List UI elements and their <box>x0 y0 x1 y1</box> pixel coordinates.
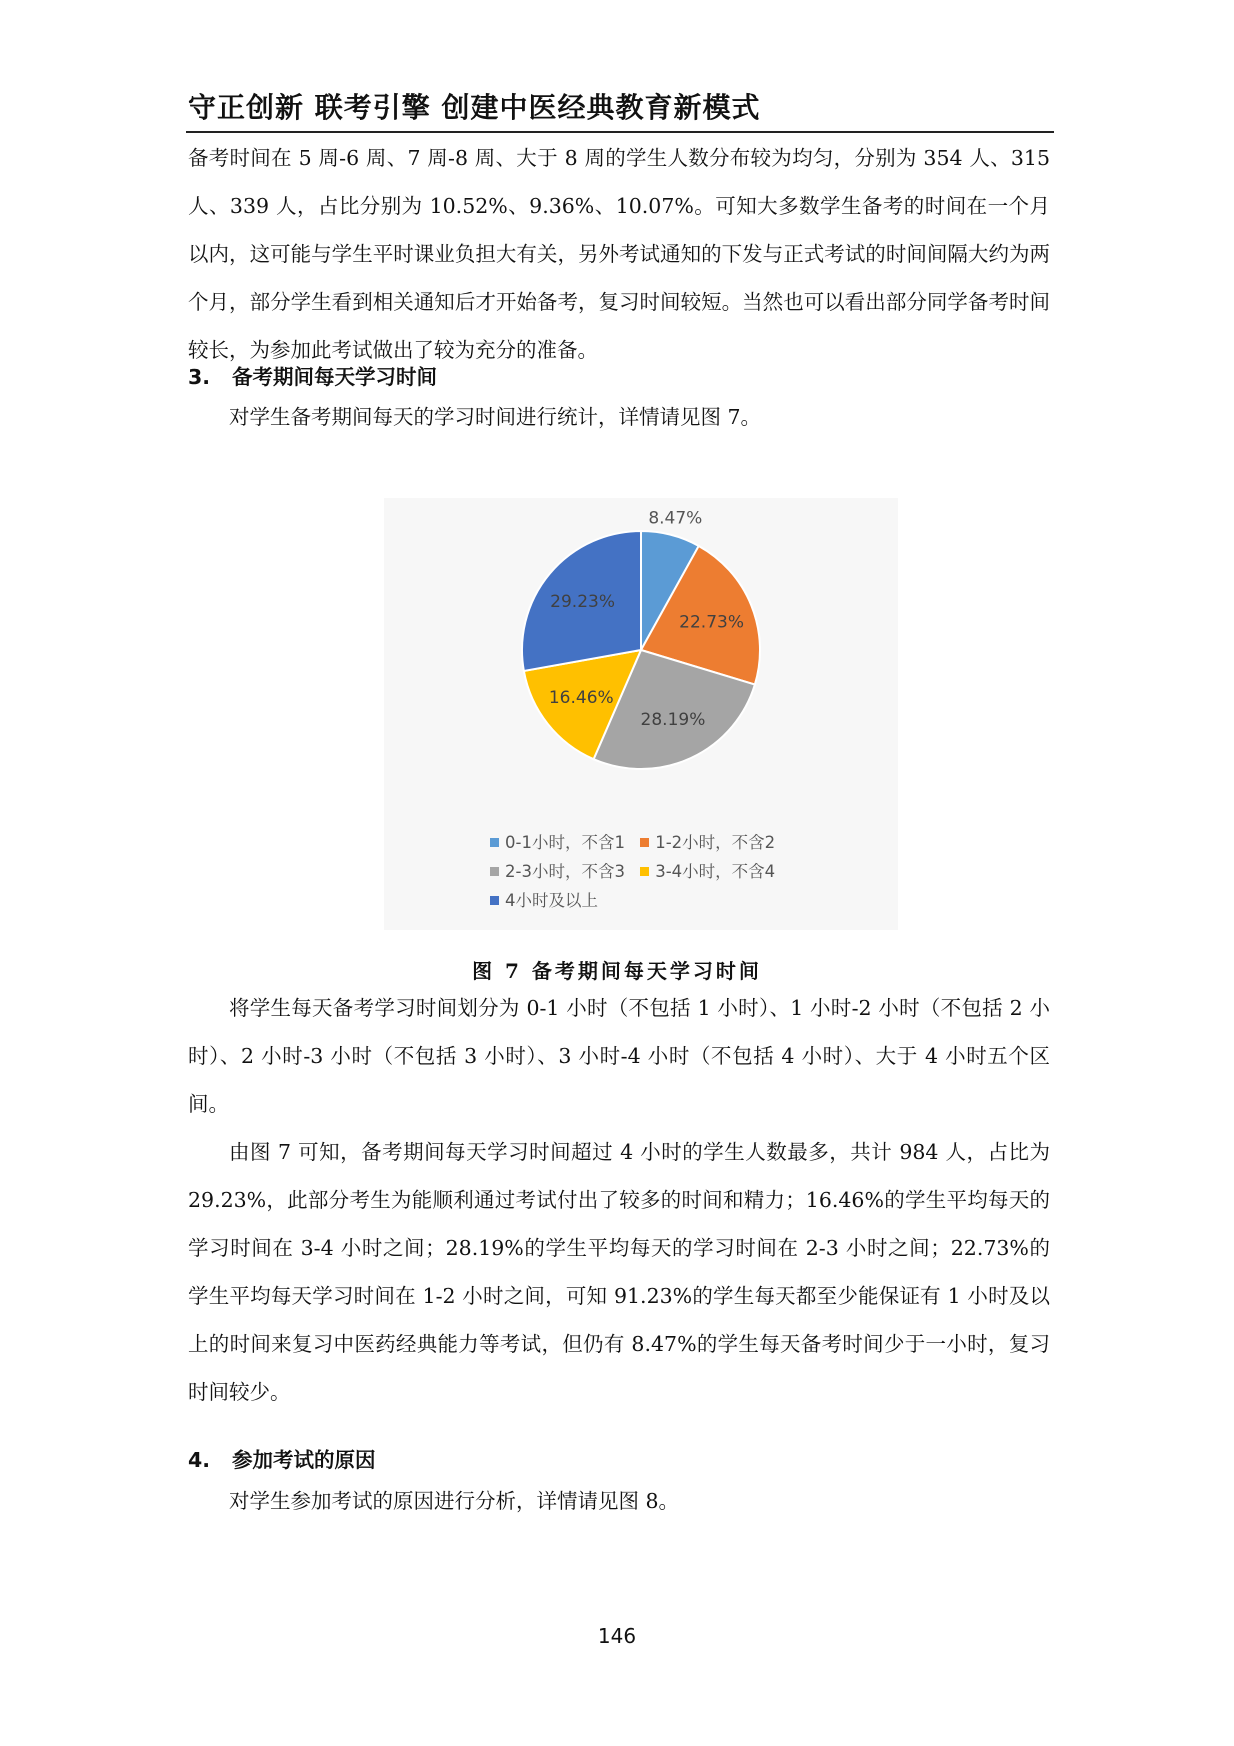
pie-chart-figure-7 <box>384 498 898 930</box>
header-divider <box>186 131 1054 133</box>
legend-item-2-3h <box>490 857 625 886</box>
pie-data-label-2-3h: 28.19% <box>640 710 706 731</box>
pie-data-label-0-1h: 8.47% <box>648 508 703 529</box>
section-title: 备考期间每天学习时间 <box>232 365 437 389</box>
section-title: 参加考试的原因 <box>232 1448 376 1472</box>
legend-swatch <box>490 896 499 905</box>
pie-data-label-1-2h: 22.73% <box>679 612 745 633</box>
legend-row <box>490 828 870 857</box>
figure-caption: 图 7 备考期间每天学习时间 <box>472 959 762 983</box>
legend-swatch <box>640 838 649 847</box>
legend-label: 2-3小时，不含3 <box>505 862 625 881</box>
legend-item-3-4h <box>640 857 775 886</box>
legend-swatch <box>490 867 499 876</box>
pie-data-label-4h-plus: 29.23% <box>550 592 616 613</box>
legend-label: 3-4小时，不含4 <box>655 862 776 881</box>
paragraph-analysis: 由图 7 可知，备考期间每天学习时间超过 4 小时的学生人数最多，共计 984 人，占比为 29.23%，此部分考生为能顺利通过考试付出了较多的时间和精力；16.46%的学生平均每天的学习时间在 3-4 小时之间；28.19%的学生平均每天的学习时间在 2-3 小时之间；22.73%的学生平均每天学习时间在 1-2 小时之间，可知 91.23%的学生每天都至少能保证有 1 小时及以上的时间来复习中医药经典能力等考试，但仍有 8.47%的学生每天备考时间少于一小时，复习时间较少。 <box>188 1140 1050 1404</box>
paragraph-figure-intro: 对学生备考期间每天的学习时间进行统计，详情请见图 7。 <box>229 405 762 429</box>
page-number: 146 <box>597 1624 637 1648</box>
legend-label: 1-2小时，不含2 <box>655 833 776 852</box>
legend-item-4h-plus <box>490 886 598 915</box>
section-heading-3 <box>188 360 437 390</box>
pie-chart <box>384 498 898 828</box>
chart-legend <box>490 828 870 915</box>
section-number: 3. <box>188 365 211 389</box>
legend-row <box>490 886 870 915</box>
legend-row <box>490 857 870 886</box>
legend-label: 4小时及以上 <box>505 891 598 910</box>
paragraph-figure-8-intro: 对学生参加考试的原因进行分析，详情请见图 8。 <box>229 1489 680 1513</box>
paragraph-time-bins: 将学生每天备考学习时间划分为 0-1 小时（不包括 1 小时）、1 小时-2 小时（不包括 2 小时）、2 小时-3 小时（不包括 3 小时）、3 小时-4 小时（不包括 4 小时）、大于 4 小时五个区间。 <box>188 996 1050 1116</box>
running-header-title: 守正创新 联考引擎 创建中医经典教育新模式 <box>188 91 761 124</box>
legend-item-0-1h <box>490 828 625 857</box>
legend-swatch <box>640 867 649 876</box>
legend-label: 0-1小时，不含1 <box>505 833 625 852</box>
section-number: 4. <box>188 1448 211 1472</box>
section-heading-4 <box>188 1443 376 1473</box>
legend-swatch <box>490 838 499 847</box>
legend-item-1-2h <box>640 828 775 857</box>
pie-data-label-3-4h: 16.46% <box>548 688 614 709</box>
paragraph-prep-weeks: 备考时间在 5 周-6 周、7 周-8 周、大于 8 周的学生人数分布较为均匀，分别为 354 人、315 人、339 人，占比分别为 10.52%、9.36%、10.07%。可知大多数学生备考的时间在一个月以内，这可能与学生平时课业负担大有关，另外考试通知的下发与正式考试的时间间隔大约为两个月，部分学生看到相关通知后才开始备考，复习时间较短。当然也可以看出部分同学备考时间较长，为参加此考试做出了较为充分的准备。 <box>188 146 1050 362</box>
